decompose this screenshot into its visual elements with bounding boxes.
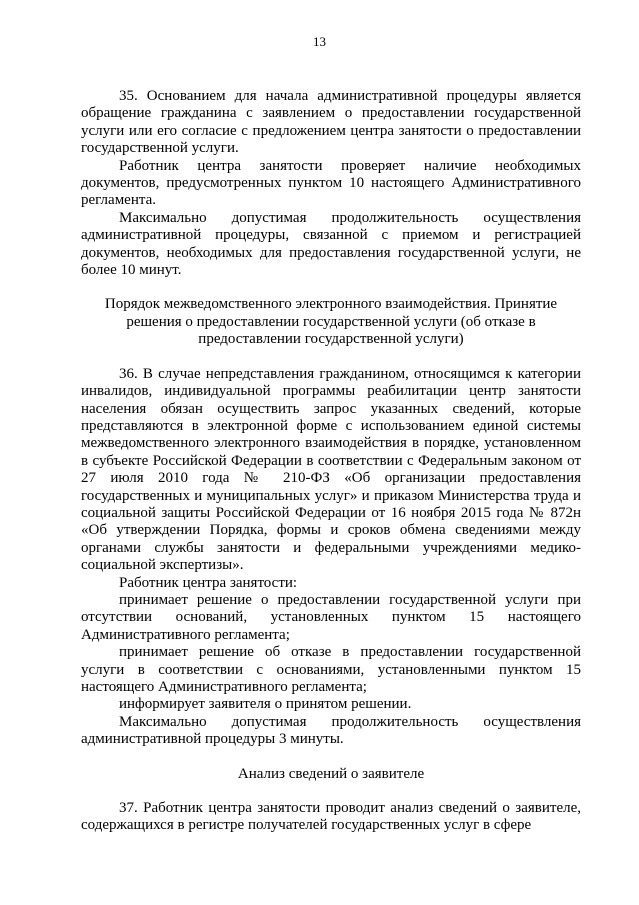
heading-line-3: предоставлении государственной услуги) [198,331,464,348]
paragraph-36-duration: Максимально допустимая продолжительность осуществления административной процедуры 3 минуты. [81,713,581,748]
paragraph-36-refusal-decision: принимает решение об отказе в предоставлении государственной услуги в соответствии с основаниями, установленными пунктом 15 настоящего Административного регламента; [81,644,581,695]
section-heading-applicant-analysis: Анализ сведений о заявителе [237,765,425,782]
document-body [81,88,581,835]
paragraph-36-inform: информирует заявителя о принятом решении. [119,696,412,713]
heading-line-1: Порядок межведомственного электронного взаимодействия. Принятие [104,296,558,313]
paragraph-35-check-documents: Работник центра занятости проверяет наличие необходимых документов, предусмотренных пунктом 10 настоящего Административного регламента. [81,157,581,209]
section-heading-interaction [81,296,581,348]
page-number: 13 [313,34,326,49]
paragraph-36-request: 36. В случае непредставления гражданином, относящимся к категории инвалидов, индивидуальной программы реабилитации центр занятости населения обязан осуществить запрос указанных сведений, которые представляются в электронной форме с использованием единой системы межведомственного электронного взаимодействия в порядке, установленном в субъекте Российской Федерации в соответствии с Федеральным законом от 27 июля 2010 года № 210-ФЗ «Об организации предоставления государственных и муниципальных услуг» и приказом Министерства труда и социальной защиты Российской Федерации от 16 ноября 2015 года № 872н «Об утверждении Порядка, формы и сроков обмена сведениями между органами службы занятости и федеральными учреждениями медико-социальной экспертизы». [81,365,581,574]
spacer [81,279,581,296]
paragraph-37-analysis: 37. Работник центра занятости проводит анализ сведений о заявителе, содержащихся в регистре получателей государственных услуг в сфере [81,800,581,834]
spacer [81,749,581,766]
paragraph-35-basis: 35. Основанием для начала административной процедуры является обращение гражданина с заявлением о предоставлении государственной услуги или его согласие с предложением центра занятости о предоставлении государственной услуги. [81,88,581,157]
heading-line-2: решения о предоставлении государственной услуги (об отказе в [126,313,536,330]
paragraph-36-grant-decision: принимает решение о предоставлении государственной услуги при отсутствии оснований, установленных пунктом 15 настоящего Административного регламента; [81,591,581,643]
paragraph-36-worker: Работник центра занятости: [119,574,298,591]
paragraph-35-duration: Максимально допустимая продолжительность осуществления административной процедуры, связанной с приемом и регистрацией документов, необходимых для предоставления государственной услуги, не более 10 минут. [81,209,581,279]
spacer [81,783,581,800]
spacer [81,349,581,366]
